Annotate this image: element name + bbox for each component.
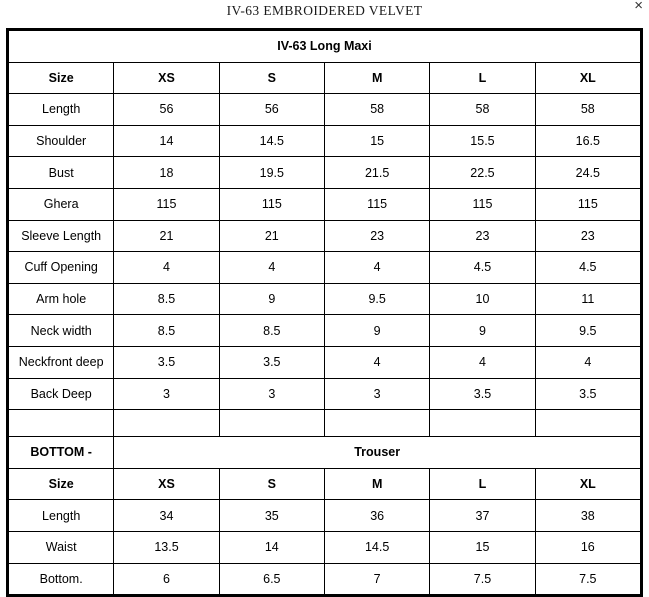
cell-value: 37 bbox=[430, 500, 535, 532]
cell-value: 15 bbox=[324, 125, 429, 157]
table-row bbox=[9, 220, 641, 252]
cell-value: 14.5 bbox=[219, 125, 324, 157]
size-header-xl: XL bbox=[535, 62, 640, 94]
row-label: Bust bbox=[9, 157, 114, 189]
cell-value: 36 bbox=[324, 500, 429, 532]
row-label: Shoulder bbox=[9, 125, 114, 157]
table-row bbox=[9, 157, 641, 189]
cell-value: 38 bbox=[535, 500, 640, 532]
cell-value: 21 bbox=[219, 220, 324, 252]
bottom-size-header-label: Size bbox=[9, 468, 114, 500]
bottom-size-header-m: M bbox=[324, 468, 429, 500]
cell-value: 7 bbox=[324, 563, 429, 595]
size-header-xs: XS bbox=[114, 62, 219, 94]
cell-value: 3.5 bbox=[114, 346, 219, 378]
row-label: Back Deep bbox=[9, 378, 114, 410]
table-row-size-header bbox=[9, 62, 641, 94]
cell-value: 9 bbox=[430, 315, 535, 347]
bottom-size-header-xs: XS bbox=[114, 468, 219, 500]
table-row-bottom-size-header bbox=[9, 468, 641, 500]
cell-value: 8.5 bbox=[114, 283, 219, 315]
cell-value: 4 bbox=[219, 252, 324, 284]
bottom-section-title: Trouser bbox=[114, 437, 641, 469]
size-header-m: M bbox=[324, 62, 429, 94]
cell-value: 3 bbox=[219, 378, 324, 410]
row-label: Neckfront deep bbox=[9, 346, 114, 378]
cell-value: 21.5 bbox=[324, 157, 429, 189]
cell-value: 23 bbox=[324, 220, 429, 252]
size-header-label: Size bbox=[9, 62, 114, 94]
cell-value: 11 bbox=[535, 283, 640, 315]
cell-value: 115 bbox=[324, 188, 429, 220]
cell-value: 21 bbox=[114, 220, 219, 252]
cell-value: 6.5 bbox=[219, 563, 324, 595]
cell-value: 115 bbox=[535, 188, 640, 220]
cell-value: 115 bbox=[219, 188, 324, 220]
cell-value: 16 bbox=[535, 531, 640, 563]
cell-value: 35 bbox=[219, 500, 324, 532]
size-chart-body bbox=[9, 31, 641, 595]
cell-value: 6 bbox=[114, 563, 219, 595]
spacer-cell bbox=[9, 410, 114, 437]
size-chart-table bbox=[8, 30, 641, 595]
cell-value: 58 bbox=[430, 94, 535, 126]
bottom-section-label: BOTTOM - bbox=[9, 437, 114, 469]
row-label: Arm hole bbox=[9, 283, 114, 315]
spacer-cell bbox=[114, 410, 219, 437]
cell-value: 23 bbox=[535, 220, 640, 252]
cell-value: 9 bbox=[219, 283, 324, 315]
cell-value: 7.5 bbox=[535, 563, 640, 595]
cell-value: 3 bbox=[324, 378, 429, 410]
cell-value: 24.5 bbox=[535, 157, 640, 189]
cell-value: 34 bbox=[114, 500, 219, 532]
cell-value: 9.5 bbox=[535, 315, 640, 347]
table-row bbox=[9, 125, 641, 157]
cell-value: 10 bbox=[430, 283, 535, 315]
cell-value: 14 bbox=[114, 125, 219, 157]
cell-value: 22.5 bbox=[430, 157, 535, 189]
spacer-cell bbox=[535, 410, 640, 437]
cell-value: 9.5 bbox=[324, 283, 429, 315]
cell-value: 115 bbox=[114, 188, 219, 220]
cell-value: 4 bbox=[430, 346, 535, 378]
table-row bbox=[9, 500, 641, 532]
page-header bbox=[0, 0, 649, 28]
cell-value: 15.5 bbox=[430, 125, 535, 157]
table-row bbox=[9, 378, 641, 410]
cell-value: 115 bbox=[430, 188, 535, 220]
top-section-title: IV-63 Long Maxi bbox=[9, 31, 641, 63]
row-label: Bottom. bbox=[9, 563, 114, 595]
cell-value: 4 bbox=[535, 346, 640, 378]
cell-value: 16.5 bbox=[535, 125, 640, 157]
table-row-spacer bbox=[9, 410, 641, 437]
cell-value: 4.5 bbox=[430, 252, 535, 284]
table-row bbox=[9, 346, 641, 378]
bottom-size-header-s: S bbox=[219, 468, 324, 500]
cell-value: 8.5 bbox=[114, 315, 219, 347]
close-icon[interactable]: × bbox=[634, 0, 643, 14]
table-row bbox=[9, 531, 641, 563]
row-label: Neck width bbox=[9, 315, 114, 347]
cell-value: 14.5 bbox=[324, 531, 429, 563]
table-row bbox=[9, 252, 641, 284]
cell-value: 4 bbox=[114, 252, 219, 284]
cell-value: 3 bbox=[114, 378, 219, 410]
cell-value: 58 bbox=[324, 94, 429, 126]
cell-value: 19.5 bbox=[219, 157, 324, 189]
table-row bbox=[9, 94, 641, 126]
row-label: Ghera bbox=[9, 188, 114, 220]
cell-value: 9 bbox=[324, 315, 429, 347]
cell-value: 4 bbox=[324, 252, 429, 284]
bottom-size-header-l: L bbox=[430, 468, 535, 500]
size-header-s: S bbox=[219, 62, 324, 94]
cell-value: 23 bbox=[430, 220, 535, 252]
cell-value: 56 bbox=[219, 94, 324, 126]
cell-value: 15 bbox=[430, 531, 535, 563]
row-label: Cuff Opening bbox=[9, 252, 114, 284]
cell-value: 4.5 bbox=[535, 252, 640, 284]
cell-value: 3.5 bbox=[430, 378, 535, 410]
bottom-size-header-xl: XL bbox=[535, 468, 640, 500]
spacer-cell bbox=[430, 410, 535, 437]
cell-value: 14 bbox=[219, 531, 324, 563]
table-row bbox=[9, 188, 641, 220]
table-row bbox=[9, 283, 641, 315]
size-chart-container bbox=[6, 28, 643, 597]
cell-value: 3.5 bbox=[535, 378, 640, 410]
row-label: Sleeve Length bbox=[9, 220, 114, 252]
spacer-cell bbox=[219, 410, 324, 437]
cell-value: 3.5 bbox=[219, 346, 324, 378]
cell-value: 13.5 bbox=[114, 531, 219, 563]
table-row-bottom-section-title bbox=[9, 437, 641, 469]
row-label: Waist bbox=[9, 531, 114, 563]
cell-value: 7.5 bbox=[430, 563, 535, 595]
table-row bbox=[9, 315, 641, 347]
page-title: IV-63 EMBROIDERED VELVET bbox=[226, 3, 423, 18]
cell-value: 56 bbox=[114, 94, 219, 126]
cell-value: 8.5 bbox=[219, 315, 324, 347]
size-header-l: L bbox=[430, 62, 535, 94]
spacer-cell bbox=[324, 410, 429, 437]
table-row-top-section-title bbox=[9, 31, 641, 63]
cell-value: 4 bbox=[324, 346, 429, 378]
row-label: Length bbox=[9, 500, 114, 532]
cell-value: 58 bbox=[535, 94, 640, 126]
cell-value: 18 bbox=[114, 157, 219, 189]
row-label: Length bbox=[9, 94, 114, 126]
